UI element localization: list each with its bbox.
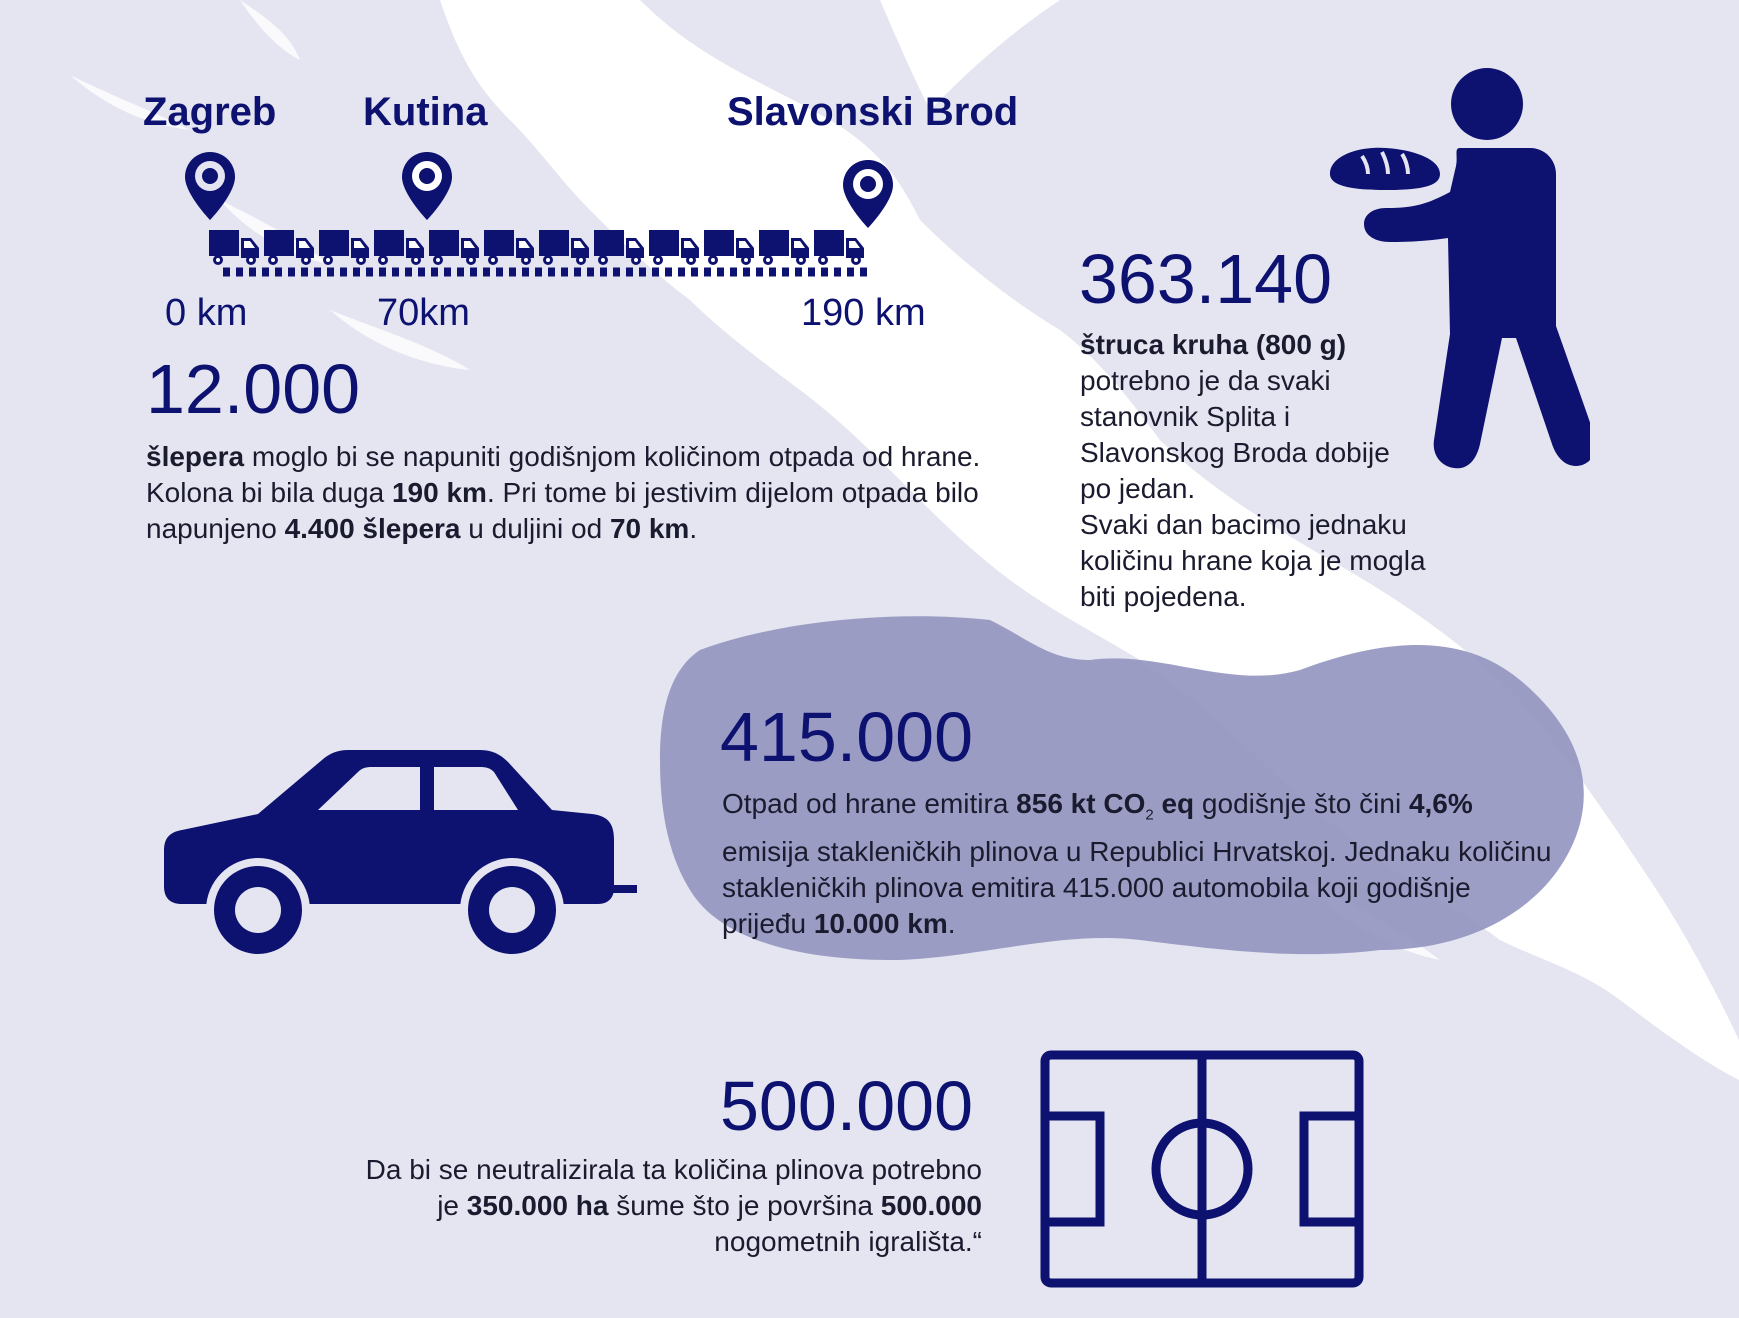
truck-icon — [539, 230, 589, 265]
bread-line: stanovnik Splita i — [1080, 401, 1291, 432]
truck-icon — [264, 230, 314, 265]
city-label-zagreb: Zagreb — [143, 90, 277, 134]
car-icon — [162, 740, 642, 960]
fields-number: 500.000 — [720, 1067, 974, 1145]
bread-line: po jedan. — [1080, 473, 1196, 504]
truck-icon — [374, 230, 424, 265]
bread-line: Slavonskog Broda dobije — [1080, 437, 1390, 468]
truck-icon — [649, 230, 699, 265]
trucks-description: šlepera moglo bi se napuniti godišnjom količinom otpada od hrane. Kolona bi bila duga 190 km. Pri tome bi jestivim dijelom otpada bilo napunjeno 4.400 šlepera u duljini od 70 km. — [146, 441, 981, 544]
city-label-kutina: Kutina — [363, 90, 488, 134]
bread-unit: štruca kruha (800 g) — [1080, 329, 1347, 360]
truck-icon — [484, 230, 534, 265]
truck-icon — [429, 230, 479, 265]
bread-line: potrebno je da svaki — [1080, 365, 1331, 396]
map-pin-icon — [183, 150, 237, 222]
truck-convoy — [205, 228, 875, 280]
map-pin-icon — [400, 150, 454, 222]
truck-icon — [759, 230, 809, 265]
distance-label-end: 190 km — [801, 292, 926, 334]
city-label-slavonski-brod: Slavonski Brod — [727, 90, 1019, 134]
trucks-number: 12.000 — [146, 350, 361, 428]
truck-icon — [319, 230, 369, 265]
bread-line: Svaki dan bacimo jednaku — [1080, 509, 1407, 540]
bread-number: 363.140 — [1079, 240, 1333, 318]
bread-description — [1080, 327, 1500, 615]
truck-icon — [704, 230, 754, 265]
fields-description: Da bi se neutralizirala ta količina plinova potrebno je 350.000 ha šume što je površina 500.000 nogometnih igrališta.“ — [365, 1154, 982, 1257]
truck-icon — [594, 230, 644, 265]
bread-line: količinu hrane koja je mogla — [1080, 545, 1426, 576]
cars-number: 415.000 — [720, 698, 974, 776]
distance-label-kutina: 70km — [377, 292, 470, 334]
truck-icon — [209, 230, 259, 265]
cars-description: Otpad od hrane emitira 856 kt $CO_2$ eq godišnje što čini 4,6% emisija stakleničkih plinova u Republici Hrvatskoj. Jednaku količinu stakleničkih plinova emitira 415.000 automobila koji godišnje prijeđu 10.000 km. — [722, 788, 1552, 939]
football-field-icon — [1040, 1050, 1364, 1288]
truck-icon — [814, 230, 864, 265]
distance-label-start: 0 km — [165, 292, 248, 334]
bread-line: biti pojedena. — [1080, 581, 1247, 612]
map-pin-icon — [841, 158, 895, 230]
